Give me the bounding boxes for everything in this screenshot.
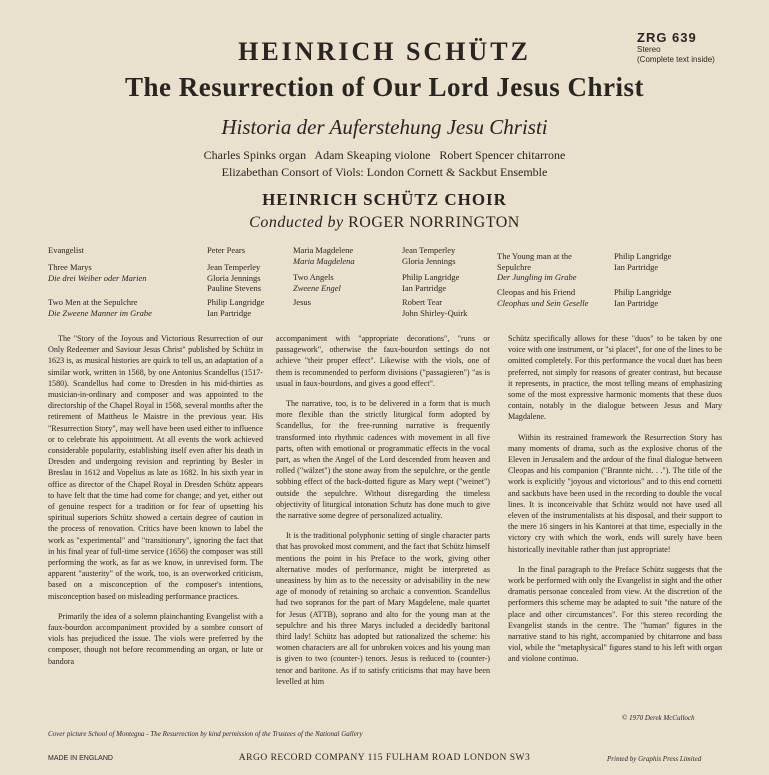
cover-credit: Cover picture School of Montegna - The Resurrection by kind permission of the Trustees of the National Gallery: [48, 730, 363, 738]
cast-role: Two Angels Zweene Engel: [293, 272, 341, 293]
cast-role: Evangelist: [48, 245, 84, 255]
notes-paragraph: In the final paragraph to the Preface Schütz suggests that the work be performed with only the Evangelist in sight and the other dramatis personae concealed from view. At the discretion of the performers this scheme may be adapted to suit "the nature of the place and other circumstances". For this stereo recording the Evangelist stands in the centre. The "human" figures in the narrative stand to his right, accompanied by chitarrone and bass viol, while the "metaphysical" figures stand to his left with organ and violone continuo.: [508, 564, 722, 664]
conductor-line: [0, 214, 769, 232]
format-note: (Complete text inside): [637, 55, 715, 64]
copyright-notice: © 1970 Derek McCulloch: [622, 714, 695, 722]
cast-role: Two Men at the Sepulchre Die Zweene Manner im Grabe: [48, 297, 152, 318]
cast-singers: Robert Tear John Shirley-Quirk: [402, 297, 468, 318]
cast-role: Maria Magdelene Maria Magdelena: [293, 245, 355, 266]
notes-paragraph: The "Story of the Joyous and Victorious Resurrection of our Only Redeemer and Saviour Jesus Christ" published by Schütz in 1623 is, as musical histories are quick to tell us, an adaptation of a similar work, written in 1568, by one Antonius Scandellus (1517-1580). Scandellus had come to Dresden in his mid-thirties as musician-in-ordinary and composer and was appointed to the directorship of the Chapel Royal in 1568, several months after the retirement of Mattheus le Maistre in the previous year. His "Resurrection Story", may well have been used either to influence or to celebrate his appointment. At all events the work achieved considerable popularity, establishing itself even after his death in Dresden and undergoing revision and reprinting by Besler in Breslau in 1612 and Vopelius as late as 1682. In his sixth year in office as director of the Chapel Royal in Dresden Schütz appears to have felt that the time had come for change; and yet, either out of genuine respect for a tradition or for fear of upsetting his spiritual superiors Schütz showed a certain degree of caution in the process of renovation. Critics have been known to label the work as "experimental" and "transitionary", ignoring the fact that in his final year of full-time service (1656) the composer was still performing the work, as far as we know, in unrevised form. The apparent "austerity" of the work, too, is an overworked criticism, based on a misconception of the composer's intentions, misconception based on misleading performance practices.: [48, 334, 263, 601]
notes-column-3: [508, 333, 722, 674]
conductor-name: ROGER NORRINGTON: [348, 214, 520, 231]
cast-singers: Philip Langridge Ian Partridge: [207, 297, 265, 318]
cast-role: Jesus: [293, 297, 311, 307]
notes-paragraph: accompaniment with "appropriate decorations", "runs or passagework", otherwise the faux-bourdon settings do not achieve "their proper effect". Likewise with the viols, one of them is recommended to perform divisions ("passagieren") "as is usual in faux-bourdons, and gives a good effect".: [276, 334, 490, 388]
notes-paragraph: Schütz specifically allows for these "duos" to be taken by one voice with one instrument, or "si placet", for one of the lines to be omitted completely. For this performance the vocal duet has been preferred, not simply for reasons of greater contrast, but because it represents, in practice, the most telling means of emphasizing some of the most expressive harmonic moments that these duos contain, notably in the dialogue between Jesus and Mary Magdalene.: [508, 334, 722, 422]
notes-paragraph: Primarily the idea of a solemn plainchanting Evangelist with a faux-bourdon accompaniment provided by a sombre consort of viols has prejudiced the issue. The viols were preferred by the composer, though not before recommending an organ, or lute or bandora: [48, 611, 263, 666]
cast-singers: Philip Langridge Ian Partridge: [402, 272, 460, 293]
cast-singers: Peter Pears: [207, 245, 246, 255]
notes-column-2: [276, 333, 490, 696]
consort-line: Elizabethan Consort of Viols: London Cornett & Sackbut Ensemble: [221, 165, 548, 179]
conducted-by-label: Conducted by: [249, 214, 344, 231]
notes-column-1: [48, 333, 263, 676]
instrumentalists: Charles Spinks organ Adam Skeaping violone Robert Spencer chitarrone: [203, 148, 566, 162]
printer-credit: Printed by Graphis Press Limited: [607, 755, 702, 763]
cast-singers: Philip Langridge Ian Partridge: [614, 251, 672, 272]
work-title: The Resurrection of Our Lord Jesus Christ: [125, 72, 644, 102]
format-label: Stereo: [637, 45, 661, 54]
record-company: ARGO RECORD COMPANY 115 FULHAM ROAD LONDON SW3: [238, 753, 531, 763]
cast-singers: Philip Langridge Ian Partridge: [614, 287, 672, 308]
made-in-label: MADE IN ENGLAND: [48, 755, 113, 762]
notes-paragraph: It is the traditional polyphonic setting of single character parts that has provoked most comment, and the fact that Schütz himself mentions the point in his Preface to the work, giving other alternative modes of performance, might be interpreted as uneasiness by him as to the necessity or advisability in the new age of monody of retaining so archaic a convention. Scandellus had two sopranos for the part of Mary Magdelene, male quartet for Jesus (ATTB), soprano and alto for the young man at the sepulchre and his three Marys included a decidedly baritonal third lady! Schütz has adopted but rationalized the scheme: his women characters are all for unbroken voices and his young man is given to two (counter-) tenors. Jesus is reduced to (counter-) tenor and baritone. As if to satisfy criticisms that may have been levelled at him: [276, 531, 490, 686]
cast-singers: Jean Temperley Gloria Jennings: [402, 245, 456, 266]
choir-name: HEINRICH SCHÜTZ CHOIR: [262, 190, 507, 209]
cast-role: Three Marys Die drei Weiber oder Marien: [48, 262, 147, 283]
cast-role: Cleopas and his Friend Cleophas und Sein Geselle: [497, 287, 589, 308]
notes-paragraph: Within its restrained framework the Resurrection Story has many moments of drama, such as the explosive chorus of the Eleven in Jerusalem and the ardour of the final dialogue between Cleopas and his companion ("Brannte nicht. . ."). The title of the work is explicitly "joyous and victorious" and to this end cornetti and sackbuts have been used in the recording to double the vocal lines. It is inconceivable that Schütz would not have used all eleven of the instrumentalists at his disposal, and their support to the mere 16 singers in his Kantorei at that time, especially in the victory cry with which the work, ends will surely have been historically inevitable rather than just appropriate!: [508, 432, 722, 554]
notes-paragraph: The narrative, too, is to be delivered in a form that is much more flexible than the strictly liturgical form adopted by Scandellus, for the free-running narrative is frequently transformed into rhythmic cadences with movement in all five parts, often with emotional or programmatic effects in the vocal part, as when the Angel of the Lord descended from heaven and rolled ("wälzet") the stone away from the sepulchre, or the gentle sobbing effect of the back-dotted figure as Mary wept ("weinet") outside the sepulchre. Without disregarding the timeless objectivity of liturgical intonation Schutz has done much to give the narrative some degree of personalized actuality.: [276, 399, 490, 521]
work-subtitle: Historia der Auferstehung Jesu Christi: [221, 115, 548, 139]
catalog-number: ZRG 639: [637, 30, 697, 45]
composer-name: HEINRICH SCHÜTZ: [238, 37, 531, 66]
cast-role: The Young man at the Sepulchre Der Jungling im Grabe: [497, 251, 577, 282]
cast-singers: Jean Temperley Gloria Jennings Pauline Stevens: [207, 262, 262, 293]
